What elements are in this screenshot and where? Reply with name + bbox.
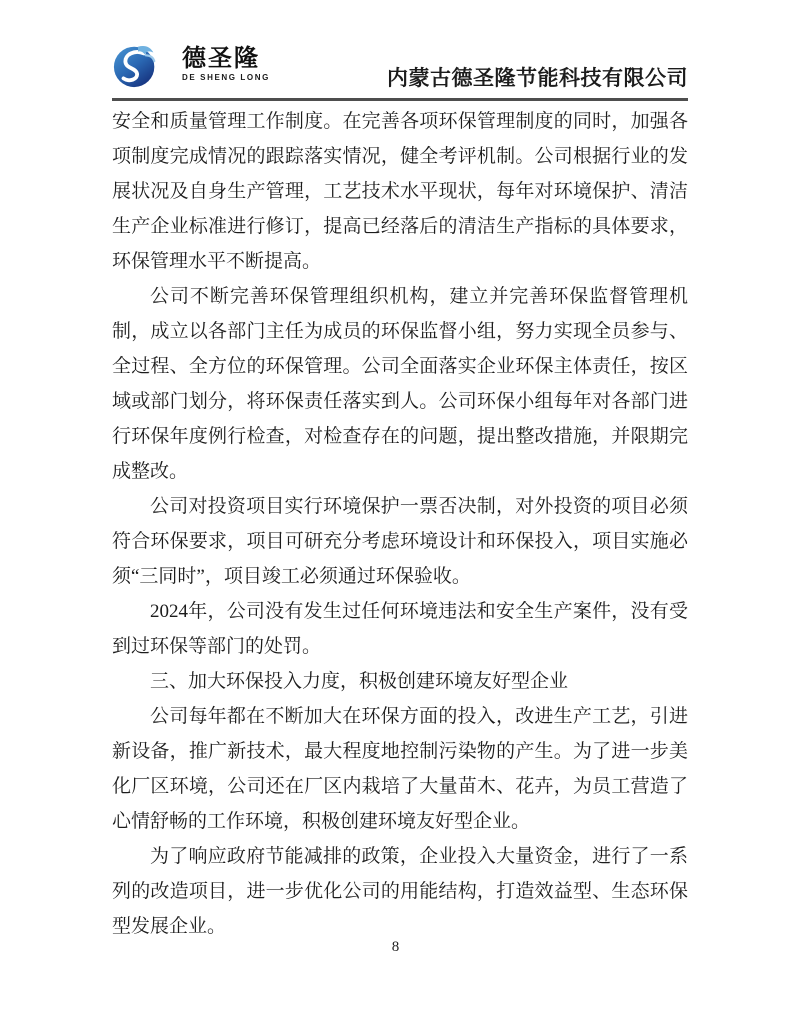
company-logo: [112, 38, 270, 90]
logo-name-en: DE SHENG LONG: [182, 73, 270, 83]
document-body: [112, 104, 688, 944]
page-number: 8: [391, 939, 400, 955]
paragraph: 公司每年都在不断加大在环保方面的投入，改进生产工艺，引进新设备，推广新技术，最大程度地控制污染物的产生。为了进一步美化厂区环境，公司还在厂区内栽培了大量苗木、花卉，为员工营造了心情舒畅的工作环境，积极创建环境友好型企业。: [112, 706, 688, 832]
logo-name-cn: 德圣隆: [182, 44, 260, 72]
paragraph: 公司对投资项目实行环境保护一票否决制，对外投资的项目必须符合环保要求，项目可研充分考虑环境设计和环保投入，项目实施必须“三同时”，项目竣工必须通过环保验收。: [112, 496, 688, 587]
page-footer: [0, 938, 791, 956]
paragraph: 公司不断完善环保管理组织机构，建立并完善环保监督管理机制，成立以各部门主任为成员的环保监督小组，努力实现全员参与、全过程、全方位的环保管理。公司全面落实企业环保主体责任，按区域或部门划分，将环保责任落实到人。公司环保小组每年对各部门进行环保年度例行检查，对检查存在的问题，提出整改措施，并限期完成整改。: [112, 286, 688, 482]
paragraph-continuation: 安全和质量管理工作制度。在完善各项环保管理制度的同时，加强各项制度完成情况的跟踪落实情况，健全考评机制。公司根据行业的发展状况及自身生产管理，工艺技术水平现状，每年对环境保护、清洁生产企业标准进行修订，提高已经落后的清洁生产指标的具体要求，环保管理水平不断提高。: [112, 111, 688, 272]
paragraph: 2024年，公司没有发生过任何环境违法和安全生产案件，没有受到过环保等部门的处罚。: [112, 601, 688, 657]
paragraph: 为了响应政府节能减排的政策，企业投入大量资金，进行了一系列的改造项目，进一步优化公司的用能结构，打造效益型、生态环保型发展企业。: [112, 846, 688, 937]
page-header: [112, 0, 688, 101]
logo-wordmark: [182, 46, 270, 82]
company-name: 内蒙古德圣隆节能科技有限公司: [387, 66, 688, 90]
section-heading: 三、加大环保投入力度，积极创建环境友好型企业: [150, 671, 569, 692]
dragon-s-logo-icon: [112, 38, 162, 90]
